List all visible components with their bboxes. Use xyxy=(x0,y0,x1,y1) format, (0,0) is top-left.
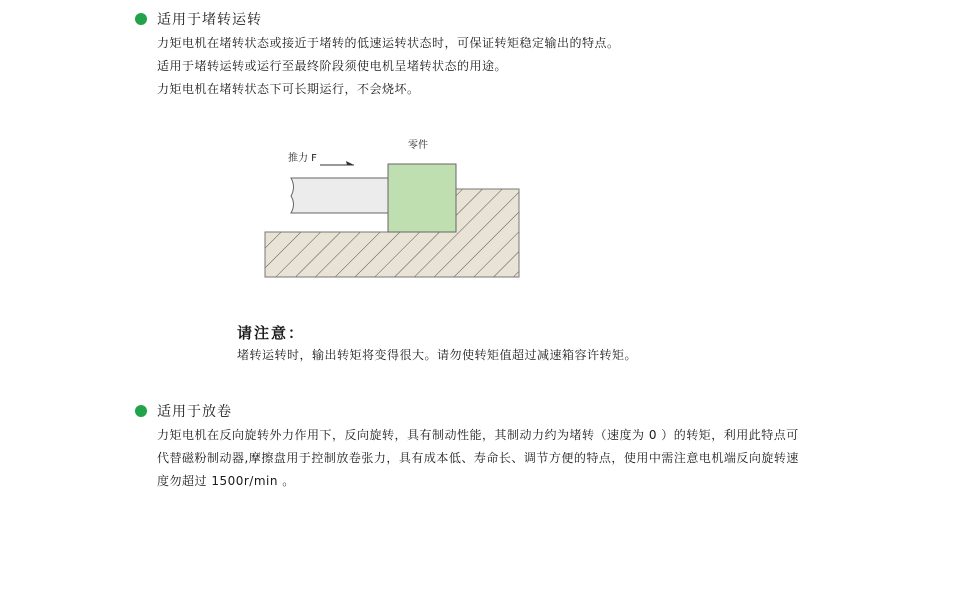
note-title: 请注意： xyxy=(237,324,306,342)
section1-bullet-icon xyxy=(135,13,147,25)
section1-body xyxy=(157,32,620,101)
stall-diagram xyxy=(262,132,524,280)
section1-title: 适用于堵转运转 xyxy=(157,12,262,28)
section2-body xyxy=(157,424,799,493)
section1-line: 力矩电机在堵转状态或接近于堵转的低速运转状态时，可保证转矩稳定输出的特点。 xyxy=(157,36,620,50)
section2-line: 度勿超过 1500r/min 。 xyxy=(157,474,295,488)
section1-line: 力矩电机在堵转状态下可长期运行，不会烧坏。 xyxy=(157,82,420,96)
section2-bullet-icon xyxy=(135,405,147,417)
force-arrow-head xyxy=(346,161,354,165)
part-label: 零件 xyxy=(408,140,428,151)
part-block xyxy=(388,164,456,232)
force-label: 推力 F xyxy=(288,153,317,164)
note-text: 堵转运转时，输出转矩将变得很大。请勿使转矩值超过减速箱容许转矩。 xyxy=(237,348,638,362)
section1-line: 适用于堵转运转或运行至最终阶段须使电机呈堵转状态的用途。 xyxy=(157,59,508,73)
section2-title: 适用于放卷 xyxy=(157,404,232,420)
section2-line: 代替磁粉制动器,摩擦盘用于控制放卷张力，具有成本低、寿命长、调节方便的特点，使用中需注意电机端反向旋转速 xyxy=(157,451,799,465)
push-rod xyxy=(291,178,392,213)
section2-line: 力矩电机在反向旋转外力作用下，反向旋转，具有制动性能，其制动力约为堵转（速度为 0 ）的转矩，利用此特点可 xyxy=(157,428,799,442)
